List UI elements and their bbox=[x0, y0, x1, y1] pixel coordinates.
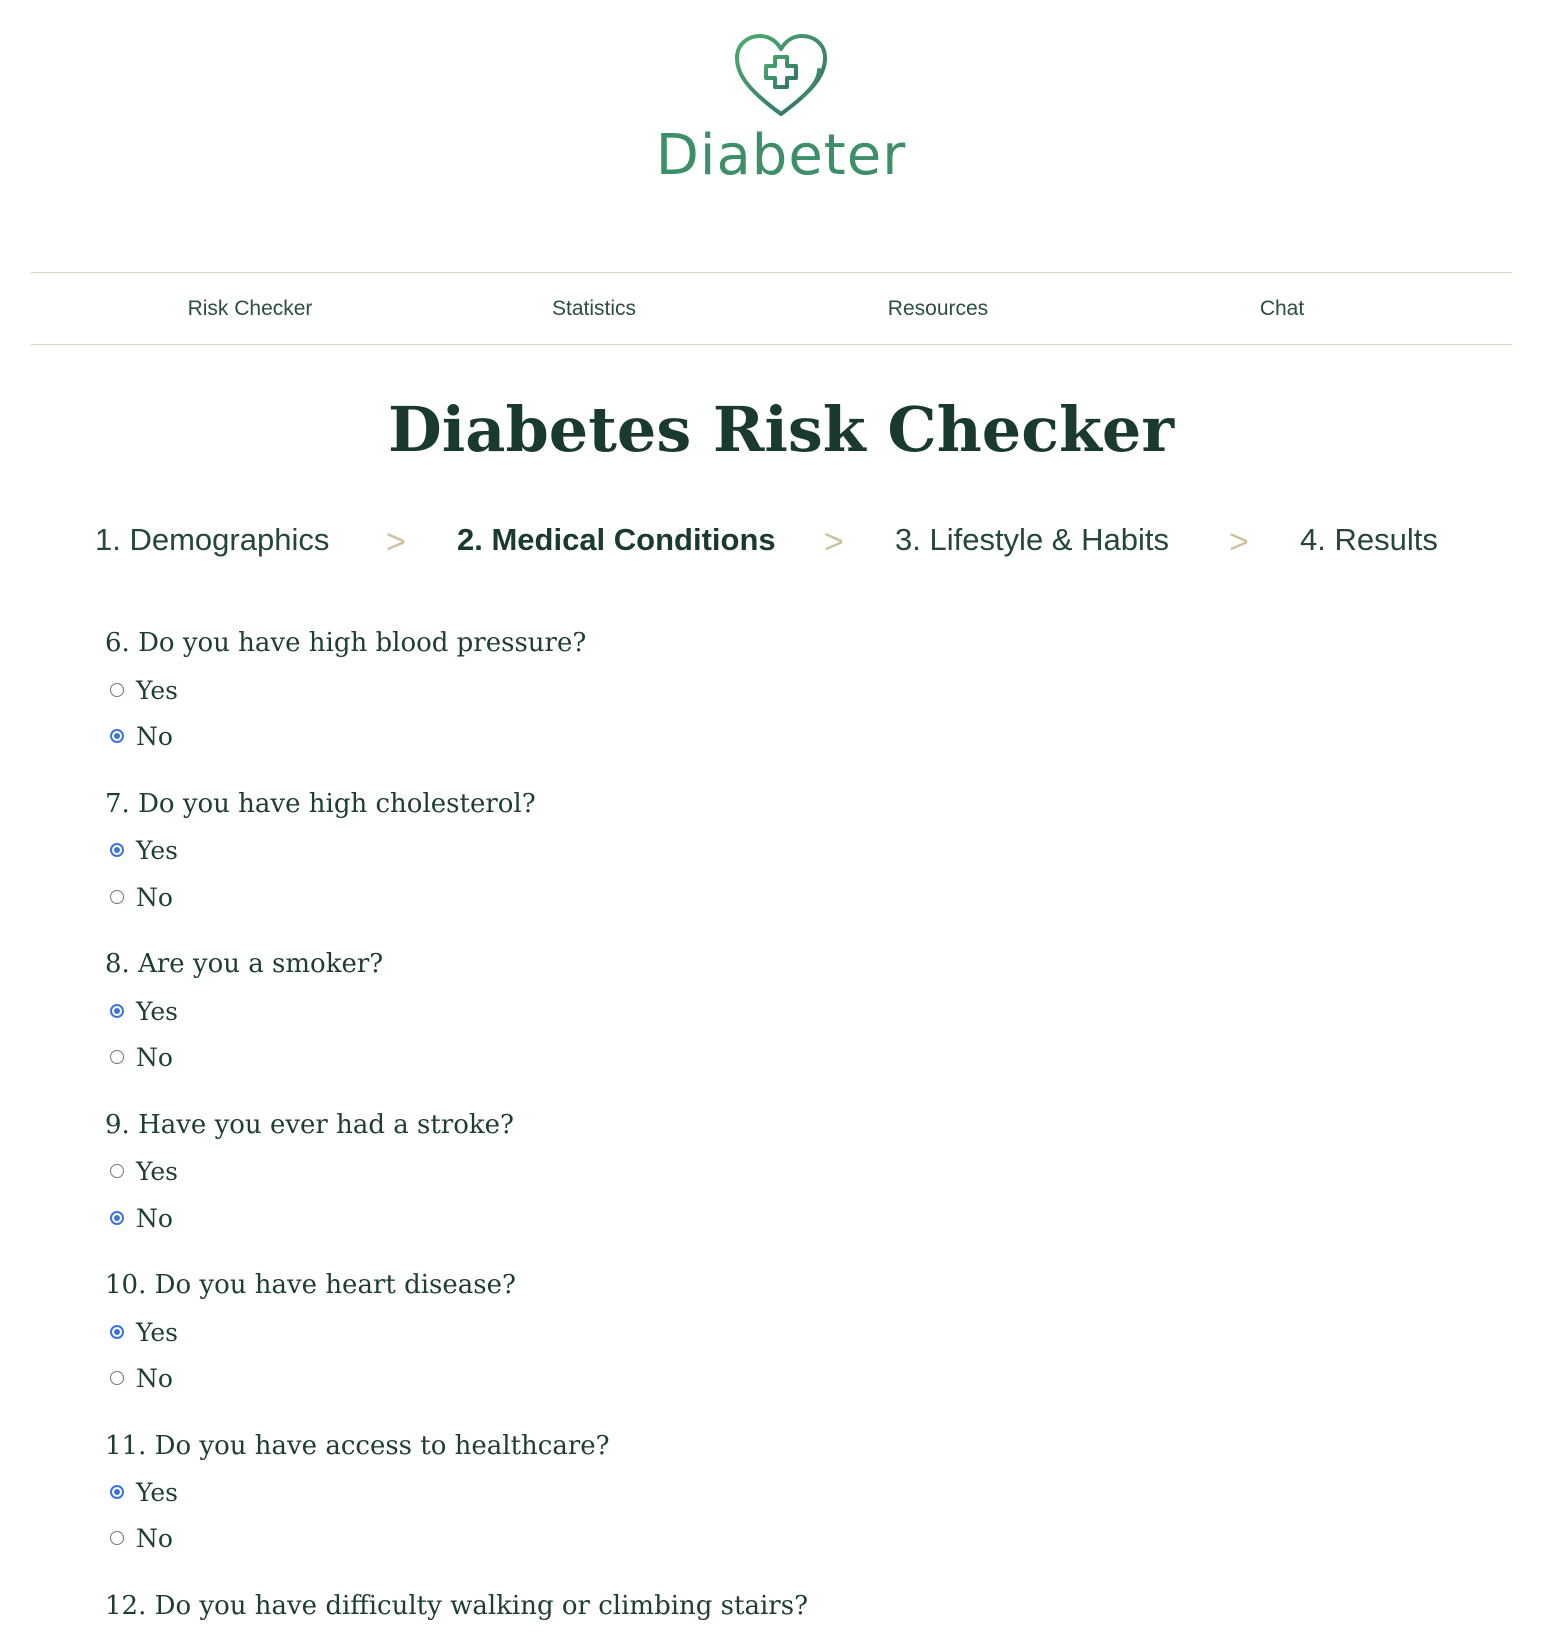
question-9: 9. Have you ever had a stroke? bbox=[105, 1110, 514, 1140]
option-label: No bbox=[136, 882, 173, 912]
radio-button-selected[interactable] bbox=[110, 1211, 124, 1225]
brand-logo[interactable] bbox=[0, 30, 1562, 188]
step-indicator bbox=[0, 515, 1562, 565]
option-label: No bbox=[136, 721, 173, 751]
option-label: No bbox=[136, 1203, 173, 1233]
brand-name: Diabeter bbox=[655, 123, 907, 188]
option-label: No bbox=[136, 1042, 173, 1072]
option-yes[interactable] bbox=[110, 830, 178, 870]
question-7: 7. Do you have high cholesterol? bbox=[105, 789, 536, 819]
step-results[interactable]: 4. Results bbox=[1300, 522, 1438, 557]
question-8: 8. Are you a smoker? bbox=[105, 949, 384, 979]
option-no[interactable] bbox=[110, 1198, 173, 1238]
nav-item-statistics[interactable]: Statistics bbox=[551, 297, 637, 320]
heart-cross-icon bbox=[731, 30, 831, 120]
option-no[interactable] bbox=[110, 716, 173, 756]
option-yes[interactable] bbox=[110, 1472, 178, 1512]
option-label: No bbox=[136, 1363, 173, 1393]
option-yes[interactable] bbox=[110, 1151, 178, 1191]
question-6: 6. Do you have high blood pressure? bbox=[105, 628, 587, 658]
option-yes[interactable] bbox=[110, 991, 178, 1031]
radio-button[interactable] bbox=[110, 683, 124, 697]
option-no[interactable] bbox=[110, 1518, 173, 1558]
page-title: Diabetes Risk Checker bbox=[387, 393, 1175, 466]
question-10: 10. Do you have heart disease? bbox=[105, 1270, 516, 1300]
option-label: Yes bbox=[136, 1156, 178, 1186]
radio-button[interactable] bbox=[110, 890, 124, 904]
radio-button[interactable] bbox=[110, 1164, 124, 1178]
step-demographics[interactable]: 1. Demographics bbox=[95, 522, 330, 557]
option-label: No bbox=[136, 1523, 173, 1553]
radio-button-selected[interactable] bbox=[110, 729, 124, 743]
option-no[interactable] bbox=[110, 1358, 173, 1398]
option-label: Yes bbox=[136, 675, 178, 705]
radio-button-selected[interactable] bbox=[110, 1325, 124, 1339]
radio-button-selected[interactable] bbox=[110, 1004, 124, 1018]
radio-button[interactable] bbox=[110, 1371, 124, 1385]
option-no[interactable] bbox=[110, 877, 173, 917]
question-11: 11. Do you have access to healthcare? bbox=[105, 1431, 610, 1461]
radio-button[interactable] bbox=[110, 1531, 124, 1545]
main-nav bbox=[31, 272, 1512, 345]
radio-button[interactable] bbox=[110, 1050, 124, 1064]
step-medical-conditions[interactable]: 2. Medical Conditions bbox=[457, 522, 776, 557]
radio-button-selected[interactable] bbox=[110, 843, 124, 857]
option-no[interactable] bbox=[110, 1037, 173, 1077]
option-label: Yes bbox=[136, 1317, 178, 1347]
option-yes[interactable] bbox=[110, 1312, 178, 1352]
option-yes[interactable] bbox=[110, 670, 178, 710]
radio-button-selected[interactable] bbox=[110, 1485, 124, 1499]
nav-item-risk-checker[interactable]: Risk Checker bbox=[187, 297, 313, 320]
step-separator: > bbox=[824, 523, 844, 561]
question-12: 12. Do you have difficulty walking or climbing stairs? bbox=[105, 1591, 809, 1621]
nav-item-chat[interactable]: Chat bbox=[1259, 297, 1305, 320]
step-separator: > bbox=[386, 523, 406, 561]
option-label: Yes bbox=[136, 1477, 178, 1507]
nav-item-resources[interactable]: Resources bbox=[887, 297, 989, 320]
option-label: Yes bbox=[136, 835, 178, 865]
option-label: Yes bbox=[136, 996, 178, 1026]
step-separator: > bbox=[1229, 523, 1249, 561]
step-lifestyle-habits[interactable]: 3. Lifestyle & Habits bbox=[895, 522, 1169, 557]
